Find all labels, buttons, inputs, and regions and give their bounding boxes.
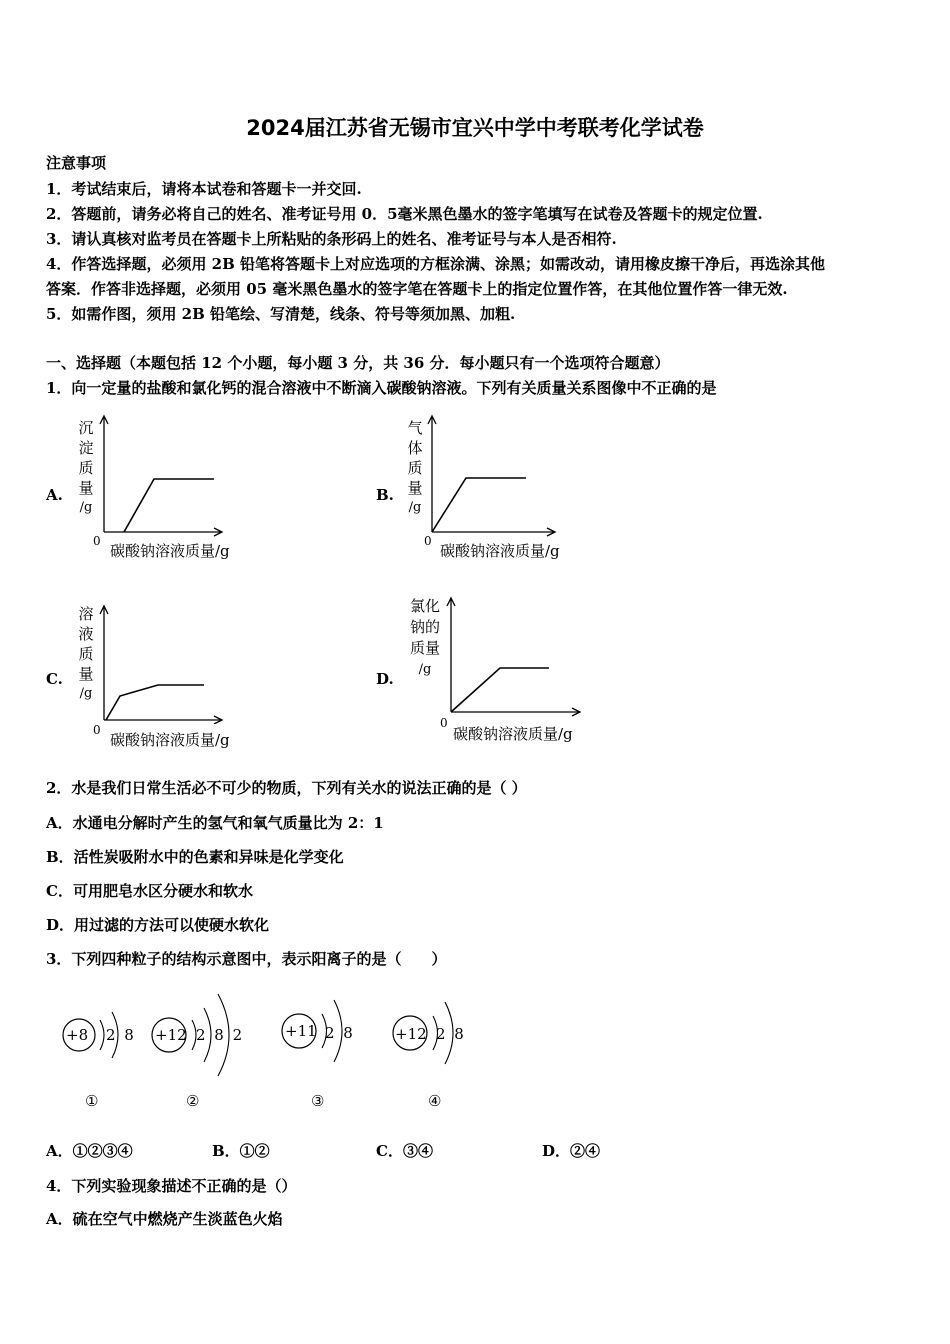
notice-item: 2．答题前，请务必将自己的姓名、准考证号用 0．5毫米黑色墨水的签字笔填写在试卷及答题卡的规定位置. xyxy=(46,205,763,223)
question-4-stem: 4．下列实验现象描述不正确的是（） xyxy=(46,1177,297,1195)
question-3-option: A．①②③④ xyxy=(46,1142,133,1160)
graph-a-letter: A. xyxy=(46,486,63,504)
graph-c-ylabel: 溶 液 质 量 /g xyxy=(78,605,94,701)
graph-d-xlabel: 碳酸钠溶液质量/g xyxy=(453,725,573,743)
graph-a-ylabel: 沉 淀 质 量 /g xyxy=(78,419,94,515)
notice-heading: 注意事项 xyxy=(46,154,107,172)
question-4-option: A．硫在空气中燃烧产生淡蓝色火焰 xyxy=(46,1210,283,1228)
graph-d-letter: D. xyxy=(376,670,394,688)
particle-4-label: ④ xyxy=(428,1092,442,1110)
graph-c xyxy=(96,602,226,724)
graph-d-curve xyxy=(451,668,549,712)
question-3-option: B．①② xyxy=(212,1142,270,1160)
graph-c-curve xyxy=(106,685,204,720)
particle-4-electrons: 2 8 xyxy=(436,1025,464,1043)
graph-d-ylabel: 氯化 钠的 质量 /g xyxy=(409,597,440,677)
particle-3-nucleus-charge: +11 xyxy=(285,1022,317,1040)
particle-1-label: ① xyxy=(85,1092,99,1110)
graph-c-origin: 0 xyxy=(93,723,101,737)
page-title: 2024届江苏省无锡市宜兴中学中考联考化学试卷 xyxy=(246,116,704,140)
graph-a-origin: 0 xyxy=(93,534,101,548)
particle-1-shell xyxy=(100,1020,104,1050)
notice-item: 4．作答选择题，必须用 2B 铅笔将答题卡上对应选项的方框涂满、涂黑；如需改动，请用橡皮擦干净后，再选涂其他 xyxy=(46,255,826,273)
notice-item: 答案．作答非选择题，必须用 05 毫米黑色墨水的签字笔在答题卡上的指定位置作答，在其他位置作答一律无效. xyxy=(46,280,788,298)
question-2-option: B．活性炭吸附水中的色素和异味是化学变化 xyxy=(46,848,344,866)
particle-2-label: ② xyxy=(186,1092,200,1110)
graph-d-origin: 0 xyxy=(440,716,448,730)
graph-b-curve xyxy=(432,478,526,532)
graph-a-xlabel: 碳酸钠溶液质量/g xyxy=(110,542,230,560)
question-3-option: C．③④ xyxy=(376,1142,433,1160)
particle-3-electrons: 2 8 xyxy=(325,1024,353,1042)
graph-b-ylabel: 气 体 质 量 /g xyxy=(407,419,423,515)
graph-a-curve xyxy=(124,479,214,532)
particle-3-label: ③ xyxy=(311,1092,325,1110)
notice-item: 1．考试结束后，请将本试卷和答题卡一并交回. xyxy=(46,180,362,198)
question-2-stem: 2．水是我们日常生活必不可少的物质，下列有关水的说法正确的是（ ） xyxy=(46,779,527,797)
graph-b xyxy=(424,412,559,537)
question-2-option: C．可用肥皂水区分硬水和软水 xyxy=(46,882,253,900)
notice-item: 3．请认真核对监考员在答题卡上所粘贴的条形码上的姓名、准考证号与本人是否相符. xyxy=(46,230,617,248)
particle-4-nucleus-charge: +12 xyxy=(395,1025,427,1043)
question-1-stem: 1．向一定量的盐酸和氯化钙的混合溶液中不断滴入碳酸钠溶液。下列有关质量关系图像中不正确的是 xyxy=(46,379,717,397)
question-3-stem: 3．下列四种粒子的结构示意图中，表示阳离子的是（ ） xyxy=(46,950,447,968)
particle-2-nucleus-charge: +12 xyxy=(155,1026,187,1044)
section-heading: 一、选择题（本题包括 12 个小题，每小题 3 分，共 36 分．每小题只有一个选项符合题意） xyxy=(46,354,670,372)
graph-c-xlabel: 碳酸钠溶液质量/g xyxy=(110,731,230,749)
notice-item: 5．如需作图，须用 2B 铅笔绘、写清楚，线条、符号等须加黑、加粗. xyxy=(46,305,516,323)
question-2-option: A．水通电分解时产生的氢气和氧气质量比为 2：1 xyxy=(46,814,384,832)
graph-d xyxy=(444,594,584,718)
particle-2-electrons: 2 8 2 xyxy=(196,1026,243,1044)
question-2-option: D．用过滤的方法可以使硬水软化 xyxy=(46,916,270,934)
graph-b-xlabel: 碳酸钠溶液质量/g xyxy=(440,542,560,560)
graph-b-origin: 0 xyxy=(424,534,432,548)
graph-b-letter: B. xyxy=(376,486,394,504)
particle-1-nucleus-charge: +8 xyxy=(66,1026,89,1044)
graph-c-letter: C. xyxy=(46,670,63,688)
graph-a xyxy=(96,412,226,537)
particle-1-electrons: 2 8 xyxy=(106,1026,134,1044)
question-3-option: D．②④ xyxy=(542,1142,601,1160)
